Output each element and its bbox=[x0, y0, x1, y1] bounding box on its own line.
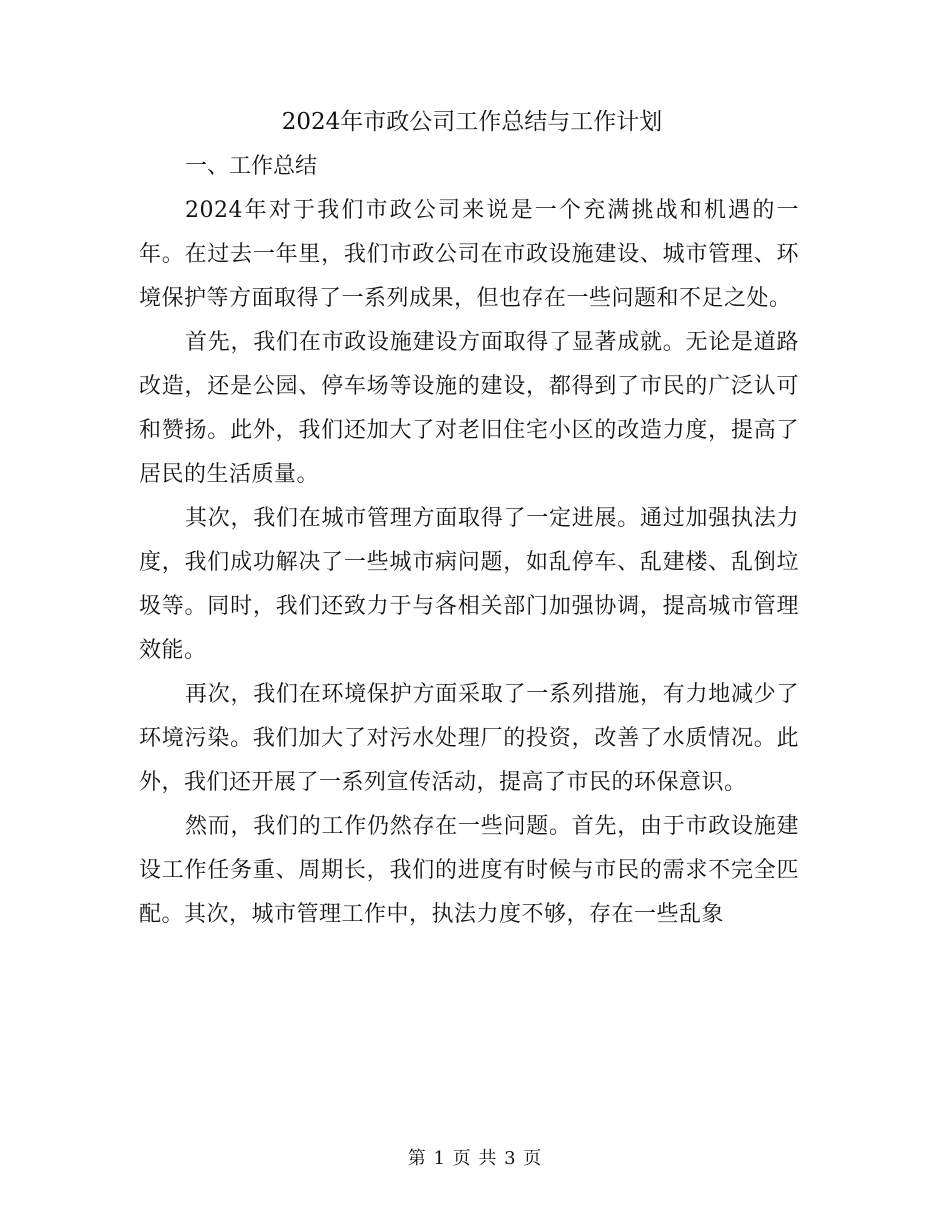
document-title: 2024年市政公司工作总结与工作计划 bbox=[281, 109, 663, 135]
paragraph-facilities: 首先，我们在市政设施建设方面取得了显著成就。无论是道路改造，还是公园、停车场等设施的建设，都得到了市民的广泛认可和赞扬。此外，我们还加大了对老旧住宅小区的改造力度，提高了居民的生活质量。 bbox=[139, 330, 799, 487]
page-footer bbox=[0, 1146, 950, 1172]
document-body bbox=[139, 99, 799, 937]
paragraph-city-management: 其次，我们在城市管理方面取得了一定进展。通过加强执法力度，我们成功解决了一些城市病问题，如乱停车、乱建楼、乱倒垃圾等。同时，我们还致力于与各相关部门加强协调，提高城市管理效能。 bbox=[139, 506, 799, 663]
section-heading: 一、工作总结 bbox=[185, 154, 318, 179]
paragraph-problems: 然而，我们的工作仍然存在一些问题。首先，由于市政设施建设工作任务重、周期长，我们的进度有时候与市民的需求不完全匹配。其次，城市管理工作中，执法力度不够，存在一些乱象 bbox=[139, 814, 799, 927]
paragraph-environment: 再次，我们在环境保护方面采取了一系列措施，有力地减少了环境污染。我们加大了对污水处理厂的投资，改善了水质情况。此外，我们还开展了一系列宣传活动，提高了市民的环保意识。 bbox=[139, 682, 799, 795]
page-number-label: 第 1 页 共 3 页 bbox=[407, 1148, 543, 1169]
paragraph-intro: 2024年对于我们市政公司来说是一个充满挑战和机遇的一年。在过去一年里，我们市政公司在市政设施建设、城市管理、环境保护等方面取得了一系列成果，但也存在一些问题和不足之处。 bbox=[139, 198, 799, 311]
